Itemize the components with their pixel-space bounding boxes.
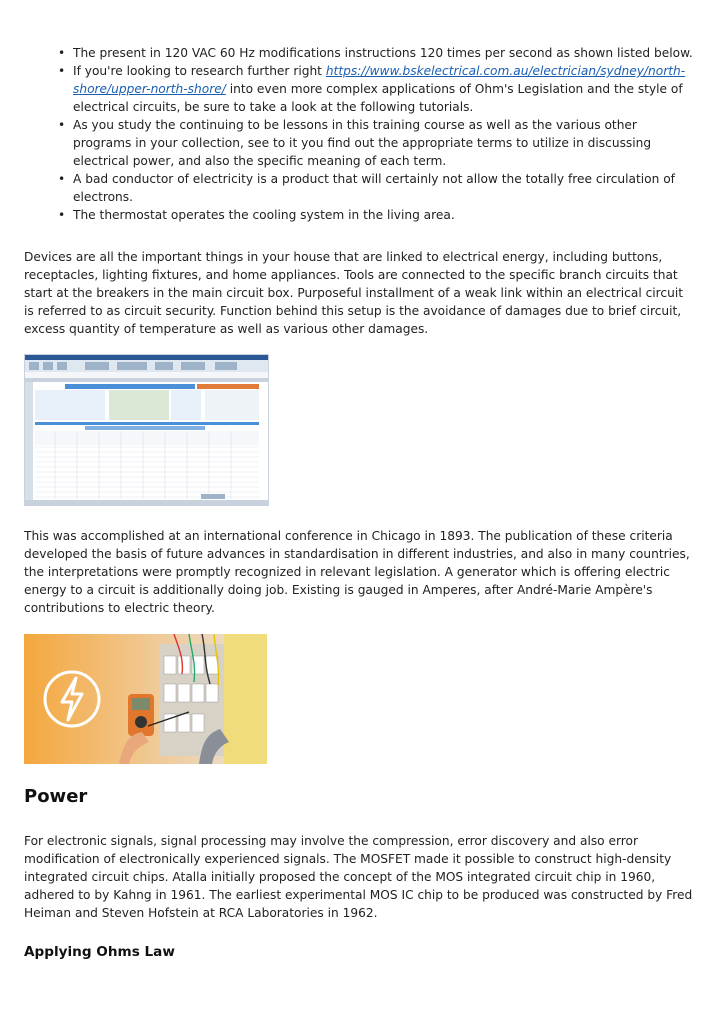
list-item-text: into even more complex applications of Ohm's Legislation and the style of electrical circuits, be sure to take a look at the following tutorials.: [73, 82, 683, 114]
section-heading-ohms-law: Applying Ohms Law: [24, 944, 175, 960]
spreadsheet-screenshot: [25, 355, 268, 505]
list-item-text: The present in 120 VAC 60 Hz modifications instructions 120 times per second as shown listed below.: [73, 46, 693, 60]
bullet-list: [58, 44, 694, 224]
list-item: [58, 170, 694, 206]
list-item-text: As you study the continuing to be lessons in this training course as well as the various other programs in your collection, see to it you find out the appropriate terms to utilize in discussing electrical power, and also the specific meaning of each term.: [73, 118, 652, 168]
paragraph-devices: Devices are all the important things in your house that are linked to electrical energy, including buttons, receptacles, lighting fixtures, and home appliances. Tools are connected to the specific branch circuits that start at the breakers in the main circuit box. Purposeful installment of a weak link within an electrical circuit is referred to as circuit security. Function behind this setup is the avoidance of damages due to brief circuit, excess quantity of temperature as well as various other damages.: [24, 250, 683, 336]
list-item: [58, 62, 694, 116]
spreadsheet-image: [24, 354, 269, 506]
list-item: [58, 206, 694, 224]
section-heading-power: Power: [24, 786, 88, 807]
list-item-text: If you're looking to research further right: [73, 64, 326, 78]
list-item: [58, 116, 694, 170]
electrician-photo-art: [24, 634, 267, 764]
list-item-text: A bad conductor of electricity is a product that will certainly not allow the totally free circulation of electrons.: [73, 172, 675, 204]
bsk-electrical-link[interactable]: https://www.bskelectrical.com.au/electrician/sydney/north-shore/upper-north-shore/: [73, 64, 686, 96]
paragraph-electronics: For electronic signals, signal processing may involve the compression, error discovery and also error modification of electronically experienced signals. The MOSFET made it possible to construct high-density integrated circuit chips. Atalla initially proposed the concept of the MOS integrated circuit chip in 1960, adhered to by Kahng in 1961. The earliest experimental MOS IC chip to be produced was constructed by Fred Heiman and Steven Hofstein at RCA Laboratories in 1962.: [24, 834, 693, 920]
electrician-photo: [24, 634, 267, 764]
paragraph-history: This was accomplished at an international conference in Chicago in 1893. The publication of these criteria developed the basis of future advances in standardisation in different industries, and also in many countries, the interpretations were promptly recognized in relevant legislation. A generator which is offering electric energy to a circuit is additionally doing job. Existing is gauged in Amperes, after André-Marie Ampère's contributions to electric theory.: [24, 529, 690, 615]
list-item-text: The thermostat operates the cooling system in the living area.: [73, 208, 455, 222]
list-item: [58, 44, 694, 62]
